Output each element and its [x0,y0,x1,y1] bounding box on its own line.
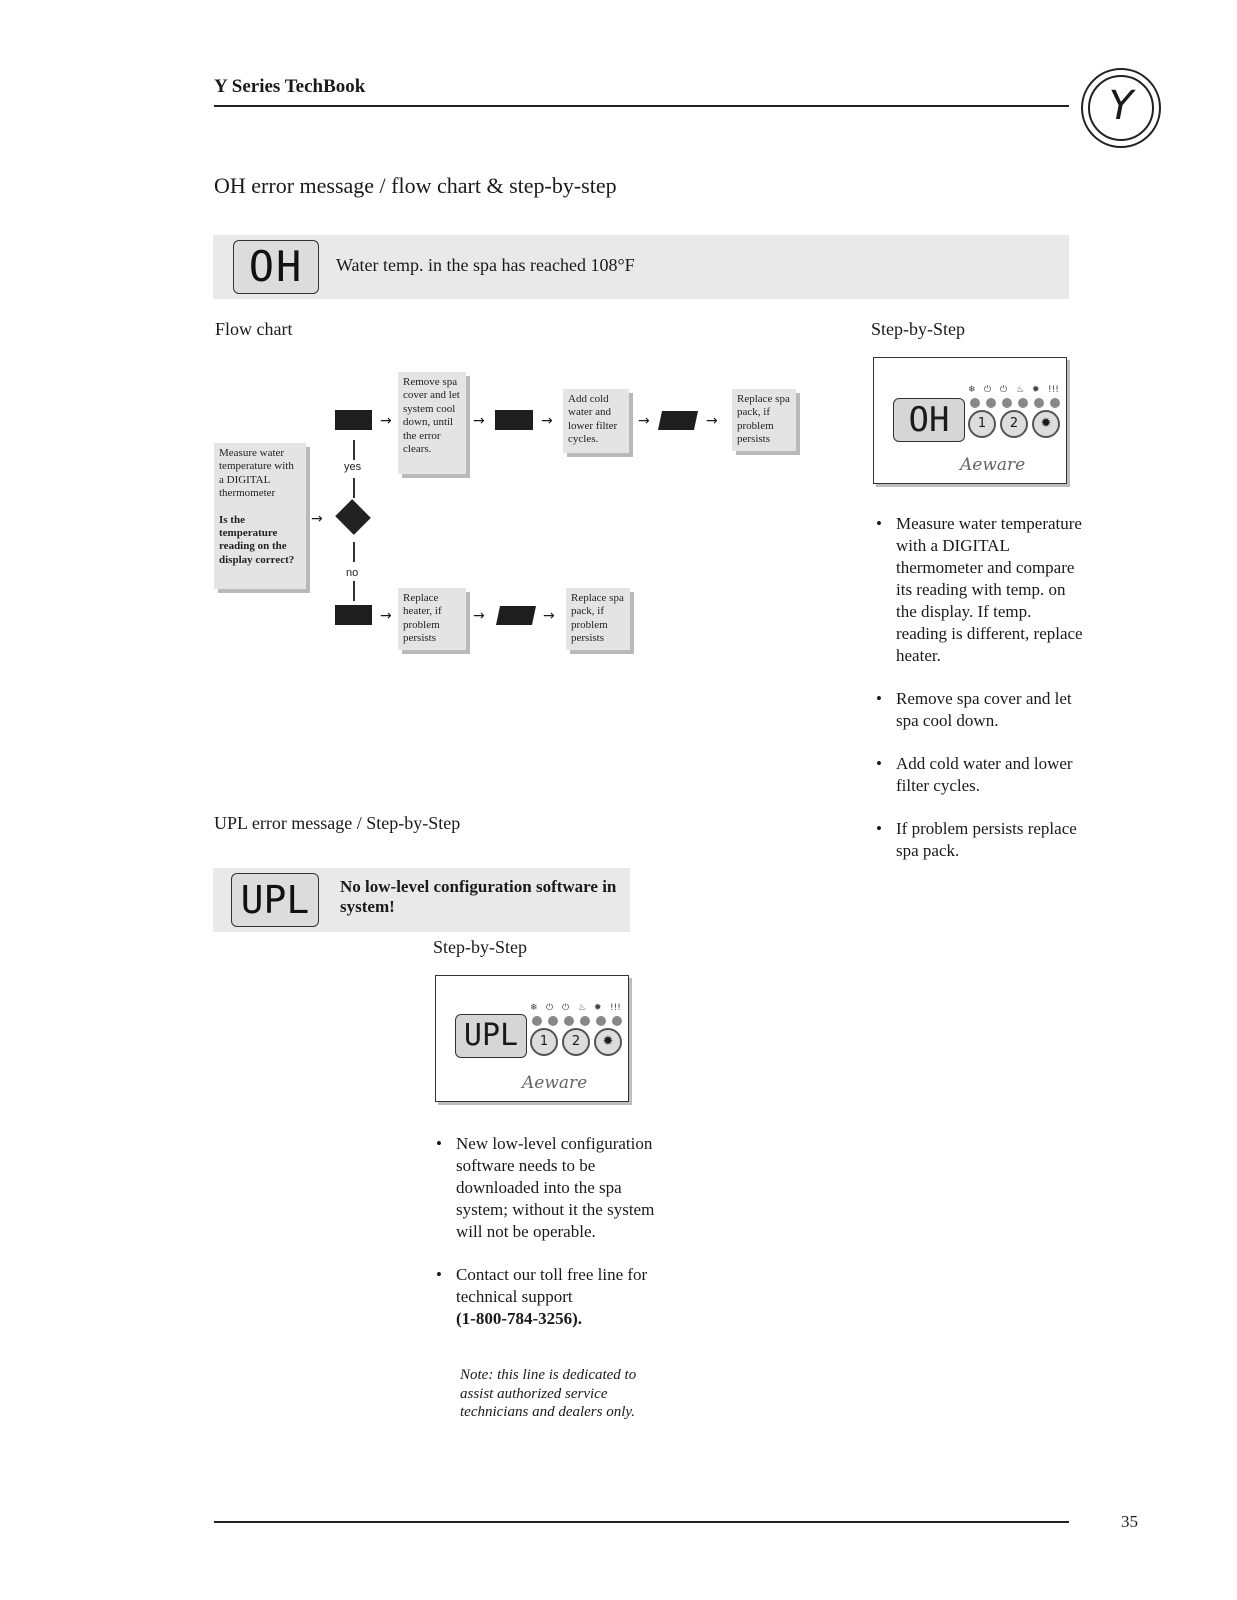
flowchart-start-box [214,443,306,589]
connector-line [353,542,355,562]
arrow-right: → [380,608,392,624]
decision-diamond [335,499,371,535]
light-button: ✹ [594,1028,622,1056]
indicator-led [564,1016,574,1026]
footer-rule [214,1521,1069,1523]
upl-error-banner [213,868,630,932]
upl-steps-list [434,1133,656,1351]
snowflake-icon: ❄ [968,385,976,395]
flowchart-no-step-2: Replace spa pack, if problem persists [566,588,630,650]
no-label: no [346,567,359,579]
arrow-right: → [543,608,555,624]
indicator-led [1018,398,1028,408]
flowchart-yes-step-1: Remove spa cover and let system cool down, until the error clears. [398,372,466,474]
support-phone: (1-800-784-3256). [456,1309,583,1328]
flowchart-start-question: Is the temperature reading on the display correct? [219,513,295,566]
panel-display: UPL [455,1014,527,1058]
upl-step-1: • New low-level configuration software needs to be downloaded into the spa system; without it the system will not be operable. [456,1133,656,1243]
arrow-right: → [473,608,485,624]
power-icon: ⏻ [1000,385,1008,395]
pump-2-button: 2 [1000,410,1028,438]
upl-steps-label: Step-by-Step [433,937,527,957]
pump-2-button: 2 [562,1028,590,1056]
heat-icon: ♨ [578,1003,587,1013]
book-title: Y Series TechBook [214,76,366,97]
y-logo-icon: Y [1108,83,1134,129]
page-number: 35 [1121,1512,1138,1531]
upl-step-2 [456,1264,656,1330]
oh-step-3: • Add cold water and lower filter cycles. [896,753,1086,797]
indicator-led [1034,398,1044,408]
upl-section-title: UPL error message / Step-by-Step [214,813,461,833]
flowchart-yes-step-2: Add cold water and lower filter cycles. [563,389,629,453]
aeware-logo: Aeware [960,455,1026,475]
aeware-logo: Aeware [522,1073,588,1093]
oh-control-panel [873,357,1067,484]
oh-step-2: • Remove spa cover and let spa cool down. [896,688,1086,732]
support-text: Contact our toll free line for technical support [456,1265,648,1306]
connector-line [353,581,355,601]
yes-label: yes [344,461,362,473]
pump-1-button: 1 [968,410,996,438]
indicator-led [986,398,996,408]
indicator-led [970,398,980,408]
arrow-right: → [541,413,553,429]
upl-error-description: No low-level configuration software in system! [340,877,617,916]
data-block [496,606,536,625]
oh-steps-list [874,513,1086,883]
arrow-right: → [473,413,485,429]
panel-display: OH [893,398,965,442]
indicator-led [580,1016,590,1026]
power-icon: ⏻ [546,1003,554,1013]
light-icon: ✹ [1032,385,1040,395]
process-block [335,605,372,625]
power-icon: ⏻ [984,385,992,395]
power-icon: ⏻ [562,1003,570,1013]
upl-control-panel [435,975,629,1102]
alert-icon: !!! [610,1003,621,1013]
light-button: ✹ [1032,410,1060,438]
page-title: OH error message / flow chart & step-by-step [214,173,617,198]
flowchart-no-step-1: Replace heater, if problem persists [398,588,466,650]
oh-error-code-display: OH [233,240,319,294]
connector-line [353,440,355,460]
process-block [335,410,372,430]
oh-step-4: • If problem persists replace spa pack. [896,818,1086,862]
connector-line [353,478,355,498]
light-icon: ✹ [594,1003,602,1013]
indicator-led [1002,398,1012,408]
indicator-led [1050,398,1060,408]
flowchart-start-text: Measure water temperature with a DIGITAL thermometer [219,447,294,500]
data-block [658,411,698,430]
indicator-led [548,1016,558,1026]
indicator-led [596,1016,606,1026]
indicator-led [612,1016,622,1026]
oh-step-1: • Measure water temperature with a DIGITAL thermometer and compare its reading with temp. on the display. If temp. reading is different, replace heater. [896,513,1086,667]
arrow-right: → [638,413,650,429]
pump-1-button: 1 [530,1028,558,1056]
arrow-right: → [706,413,718,429]
flowchart-yes-step-3: Replace spa pack, if problem persists [732,389,796,451]
flowchart-label: Flow chart [215,319,293,339]
oh-error-description: Water temp. in the spa has reached 108°F [336,255,635,275]
indicator-led [532,1016,542,1026]
snowflake-icon: ❄ [530,1003,538,1013]
alert-icon: !!! [1048,385,1059,395]
arrow-right: → [380,413,392,429]
heat-icon: ♨ [1016,385,1025,395]
support-note: Note: this line is dedicated to assist authorized service technicians and dealers only. [460,1367,637,1420]
oh-steps-label: Step-by-Step [871,319,965,339]
upl-error-code-display: UPL [231,873,319,927]
arrow-right: → [311,511,323,527]
process-block [495,410,533,430]
